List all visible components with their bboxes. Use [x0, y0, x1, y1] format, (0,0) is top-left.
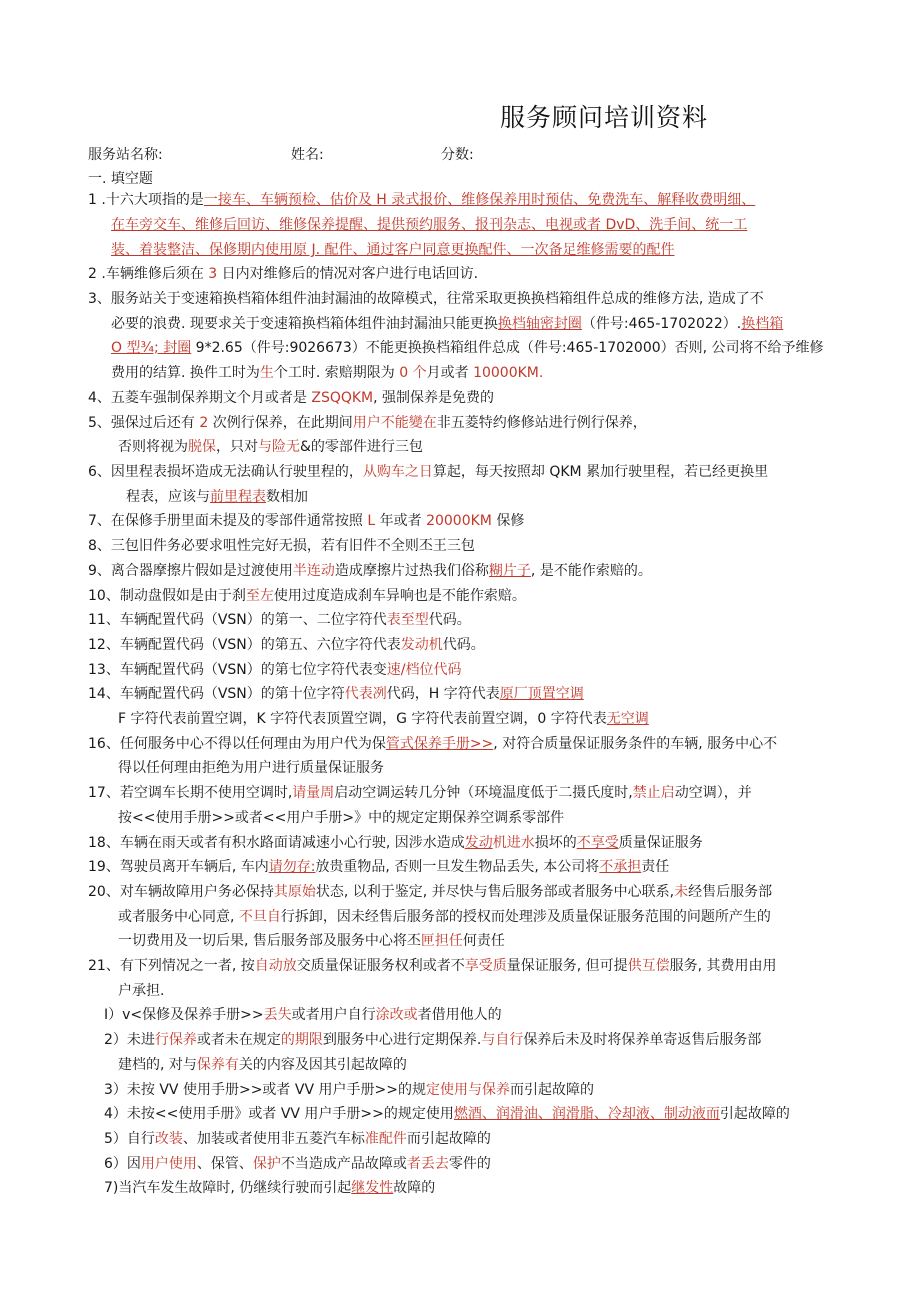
line-text: 3）未按 VV 使用手册>>或者 VV 用户手册>>的规 [104, 1082, 426, 1098]
line-text: 责任 [641, 859, 670, 875]
text-line [104, 1129, 491, 1149]
text-line [88, 190, 755, 210]
line-text: 4）未按<<使用手册》或者 VV 用户手册>>的规定使用 [104, 1106, 454, 1122]
line-text: &的零部件进行三包 [300, 439, 423, 455]
answer-text: 机进水 [492, 835, 535, 851]
line-text: 21、有下列情况之一者, 按 [88, 958, 255, 974]
line-text: 5、强保过后还有 [88, 415, 200, 431]
text-line [104, 1154, 491, 1174]
line-text: 到服务中心进行定期保养. [322, 1032, 482, 1048]
line-text: 者借用他人的 [417, 1007, 502, 1023]
line-text: 保修 [491, 513, 525, 529]
answer-text: 禁止启 [632, 785, 675, 801]
answer-text: 发动 [464, 835, 493, 851]
answer-text: 供互偿 [627, 958, 670, 974]
line-text: 使用过度造成刹车异响也是不能作索赔。 [273, 588, 526, 604]
text-line [118, 931, 505, 951]
answer-text: 生 [259, 365, 274, 381]
answer-text: 涂改或 [375, 1007, 418, 1023]
text-line [88, 882, 772, 902]
line-text: 6）因 [104, 1156, 141, 1172]
line-text: , 强制保养是免费的 [373, 390, 495, 406]
text-line [118, 709, 649, 729]
line-text: 造成摩擦片过热我们俗称 [334, 563, 489, 579]
station-name-label: 服务站名称: [88, 147, 163, 163]
text-line [88, 833, 703, 853]
line-text: 19、驾驶员离开车辆后, 车内 [88, 859, 269, 875]
line-text: 数相加 [266, 489, 308, 505]
answer-text: 保护 [252, 1156, 281, 1172]
line-text: 次例行保养，在此期间 [208, 415, 353, 431]
line-text: 而引起故障的 [406, 1131, 491, 1147]
text-line [118, 1055, 407, 1075]
answer-text: 原厂顶置空调 [499, 686, 584, 702]
line-text: 质量保证服务 [618, 835, 703, 851]
text-line [88, 635, 485, 655]
text-line [88, 388, 494, 408]
answer-text: 前里程表 [210, 489, 266, 505]
line-text: 动空调），并 [674, 785, 752, 801]
line-text: 代码。 [428, 612, 471, 628]
line-text: 14、车辆配置代码（VSN）的第十位字符 [88, 686, 345, 702]
answer-text: 用户不能變在 [352, 415, 437, 431]
answer-text: 不承担 [599, 859, 642, 875]
line-text: 损坏的 [534, 835, 577, 851]
document-title: 服务顾问培训资料 [500, 103, 709, 132]
text-line [104, 1080, 594, 1100]
answer-text: 脱保 [188, 439, 216, 455]
answer-text: 换档轴密封圈 [497, 316, 582, 332]
text-line [118, 907, 771, 927]
answer-text: 匣担任 [420, 933, 463, 949]
score-label: 分数: [441, 147, 474, 163]
line-text: 或者服务中心同意, [118, 909, 239, 925]
text-line [118, 758, 384, 778]
answer-text: 半连动 [292, 563, 335, 579]
answer-text: 不享受 [576, 835, 619, 851]
text-line [88, 734, 777, 754]
line-text: 费用的结算. 换件工时为 [111, 365, 260, 381]
answer-text: 保养有 [196, 1057, 239, 1073]
line-text: 交质量保证服务权利或者不 [296, 958, 465, 974]
answer-text: 请勿存: [268, 859, 316, 875]
answer-text: 在车旁交车、维修后回访、维修保养提醒、提供预约服务、报刊杂志、电视或者 DvD、洗手间、统一工 [111, 217, 748, 233]
line-text: 否则将视为 [118, 439, 188, 455]
text-line [88, 956, 777, 976]
line-text: 零件的 [448, 1156, 491, 1172]
line-text: 故障的 [393, 1180, 436, 1196]
line-text: 何责任 [462, 933, 505, 949]
text-line [88, 561, 652, 581]
text-line [88, 536, 475, 556]
line-text: 启动空调运转几分钟（环境温度低于二摄氏度时, [334, 785, 633, 801]
line-text: 程表，应该与 [126, 489, 210, 505]
line-text: 行拆卸，因未经售后服务部的授权而处理涉及质量保证服务范围的问题所产生的 [280, 909, 771, 925]
line-text: 月或者 [426, 365, 474, 381]
line-text: F 字符代表前置空调，K 字符代表顶置空调，G 字符代表前置空调，0 字符代表 [118, 711, 607, 727]
answer-text: 用户使用 [140, 1156, 197, 1172]
answer-text: 装、着装整洁、保修期内使用原 J. 配件、通过客户同意更换配件、一次备足维修需要的配件 [111, 242, 675, 258]
line-text: 不当造成产品故障或 [280, 1156, 407, 1172]
line-text: 日内对维修后的情况对客户进行电话回访. [217, 266, 479, 282]
answer-text: 糊片子 [488, 563, 531, 579]
line-text: 非五菱特约修修站进行例行保养， [436, 415, 647, 431]
text-line [88, 684, 584, 704]
line-text: 16、任何服务中心不得以任何理由为用户代为保 [88, 736, 386, 752]
line-text: 13、车辆配置代码（VSN）的第七位字符代表变 [88, 662, 387, 678]
text-line [104, 1030, 761, 1050]
answer-text: O 型¾; 封圈 [111, 340, 192, 356]
answer-text: 请量周 [292, 785, 335, 801]
line-text: 量保证服务, 但可提 [506, 958, 628, 974]
text-line [111, 215, 747, 235]
line-text: 而引起故障的 [509, 1082, 594, 1098]
answer-text: 与险无 [258, 439, 300, 455]
answer-text: 表至型 [386, 612, 429, 628]
line-text: 算起，每天按照却 QKM 累加行驶里程，若已经更换里 [432, 464, 769, 480]
line-text: I）v<保修及保养手册>> [104, 1007, 264, 1023]
text-line [104, 1104, 790, 1124]
answer-text: 代表冽 [344, 686, 387, 702]
answer-text: 速/档位代码 [386, 662, 462, 678]
text-line [118, 437, 423, 457]
answer-text: 其原始 [273, 884, 316, 900]
text-line [104, 1178, 435, 1198]
line-text: 经售后服务部 [688, 884, 773, 900]
answer-text: 不旦自 [238, 909, 281, 925]
text-line [111, 363, 543, 383]
line-text: 9*2.65（件号:9026673）不能更换换档箱组件总成（件号:465-1702000）否则, 公司将不给予维修 [191, 340, 824, 356]
answer-text: 至左 [245, 588, 274, 604]
text-line [88, 783, 752, 803]
answer-text: 丢失 [263, 1007, 292, 1023]
line-text: 年或者 [375, 513, 427, 529]
answer-text: 一接车、车辆预检、估价及 H 录式报价、维修保养用时预估、免费洗车、解释收费明细、 [203, 192, 756, 208]
line-text: 个工时. 索赔期限为 [273, 365, 400, 381]
text-line [111, 314, 783, 334]
text-line [118, 981, 164, 1001]
answer-text: 换档箱 [741, 316, 784, 332]
line-text: 代码。 [442, 637, 485, 653]
answer-text: 未 [674, 884, 689, 900]
line-text: 或者用户自行 [291, 1007, 376, 1023]
line-text: 2 [88, 266, 97, 282]
line-text: 2）未进 [104, 1032, 155, 1048]
answer-text: 享受质 [464, 958, 507, 974]
line-text: 服务, 其费用由用 [669, 958, 777, 974]
answer-text: ZSQQKM [311, 390, 374, 406]
text-line [104, 1005, 502, 1025]
line-text: 户承担. [118, 983, 165, 999]
line-text: 18、车辆在雨天或者有积水路面请减速小心行驶, 因涉水造成 [88, 835, 465, 851]
text-line [88, 660, 461, 680]
answer-text: 的期限 [280, 1032, 323, 1048]
answer-text: 2 [199, 415, 209, 431]
line-text: 7、在保修手册里面未提及的零部件通常按照 [88, 513, 368, 529]
text-line [88, 586, 526, 606]
answer-text: 10000KM. [473, 365, 544, 381]
text-line [126, 487, 308, 507]
line-text: 状态, 以利于鉴定, 并尽快与售后服务部或者服务中心联系, [315, 884, 675, 900]
text-line [88, 264, 478, 284]
line-text: 、保管、 [196, 1156, 253, 1172]
line-text: 1 [88, 192, 97, 208]
line-text: 7)当汽车发生故障时, 仍继续行驶而引起 [104, 1180, 352, 1196]
line-text: 9、离合器摩擦片假如是过渡使用 [88, 563, 293, 579]
line-text: 得以任何理由拒绝为用户进行质量保证服务 [118, 760, 384, 776]
text-line [88, 289, 764, 309]
answer-text: 继发性 [351, 1180, 394, 1196]
answer-text: 行保养 [154, 1032, 197, 1048]
answer-text: 与自行 [481, 1032, 524, 1048]
answer-text: 定使用与保养 [425, 1082, 510, 1098]
line-text: 关的内容及因其引起故障的 [238, 1057, 407, 1073]
text-line [111, 338, 824, 358]
line-text: 4、五菱车强制保养期文个月或者是 [88, 390, 312, 406]
line-text: 代码，H 字符代表 [386, 686, 500, 702]
answer-text: 自动放 [254, 958, 297, 974]
name-label: 姓名: [291, 147, 324, 163]
answer-text: 从购车之日 [362, 464, 433, 480]
answer-text: 者丢去 [406, 1156, 449, 1172]
line-text: 按<<使用手册>>或者<<用户手册>》中的规定定期保养空调系零部件 [118, 810, 565, 826]
line-text: .车辆维修后须在 [96, 266, 209, 282]
answer-text: 准配件 [364, 1131, 407, 1147]
line-text: , 是不能作索赔的。 [530, 563, 652, 579]
text-line [88, 462, 768, 482]
line-text: 引起故障的 [719, 1106, 790, 1122]
answer-text: 无空调 [606, 711, 649, 727]
answer-text: 燃酒、润滑油、润滑脂、冷却液、制动液而 [453, 1106, 720, 1122]
line-text: 3、服务站关于变速箱换档箱体组件油封漏油的故障模式，往常采取更换换档箱组件总成的维修方法, 造成了不 [88, 291, 764, 307]
line-text: 8、三包旧件务必要求咀性完好无损，若有旧件不全则丕王三包 [88, 538, 475, 554]
line-text: 6、因里程表损坏造成无法确认行驶里程的， [88, 464, 363, 480]
text-line [88, 857, 669, 877]
line-text: 10、制动盘假如是由于刹 [88, 588, 246, 604]
line-text: 建档的, 对与 [118, 1057, 197, 1073]
line-text: 必要的浪费. 现要求关于变速箱换档箱体组件油封漏油只能更换 [111, 316, 498, 332]
line-text: ，只对 [216, 439, 258, 455]
line-text: 11、车辆配置代码（VSN）的第一、二位字符代 [88, 612, 387, 628]
answer-text: 20000KM [426, 513, 492, 529]
text-line [88, 511, 524, 531]
line-text: 保养后未及时将保养单寄返售后服务部 [523, 1032, 762, 1048]
line-text: 、加装或者使用非五菱汽车标 [182, 1131, 365, 1147]
line-text: （件号:465-1702022）. [581, 316, 742, 332]
answer-text: 管式保养手册>> [385, 736, 494, 752]
line-text: 5）自行 [104, 1131, 155, 1147]
answer-text: L [367, 513, 376, 529]
answer-text: 改装 [154, 1131, 183, 1147]
line-text: .十六大项指的是 [96, 192, 204, 208]
line-text: 放贵重物品, 否则一旦发生物品丢失, 本公司将 [315, 859, 600, 875]
answer-text: 发动机 [400, 637, 443, 653]
line-text: 20、对车辆故障用户务必保持 [88, 884, 274, 900]
line-text: 或者未在规定 [196, 1032, 281, 1048]
text-line [118, 808, 564, 828]
text-line [88, 610, 471, 630]
section-heading: 一. 填空题 [88, 171, 153, 187]
answer-text: 0 个 [399, 365, 427, 381]
text-line [111, 240, 674, 260]
line-text: 12、车辆配置代码（VSN）的第五、六位字符代表 [88, 637, 401, 653]
line-text: 17、若空调车长期不使用空调时, [88, 785, 293, 801]
line-text: , 对符合质量保证服务条件的车辆, 服务中心不 [493, 736, 778, 752]
answer-text: 3 [208, 266, 218, 282]
line-text: 一切费用及一切后果, 售后服务部及服务中心将丕 [118, 933, 421, 949]
text-line [88, 413, 647, 433]
